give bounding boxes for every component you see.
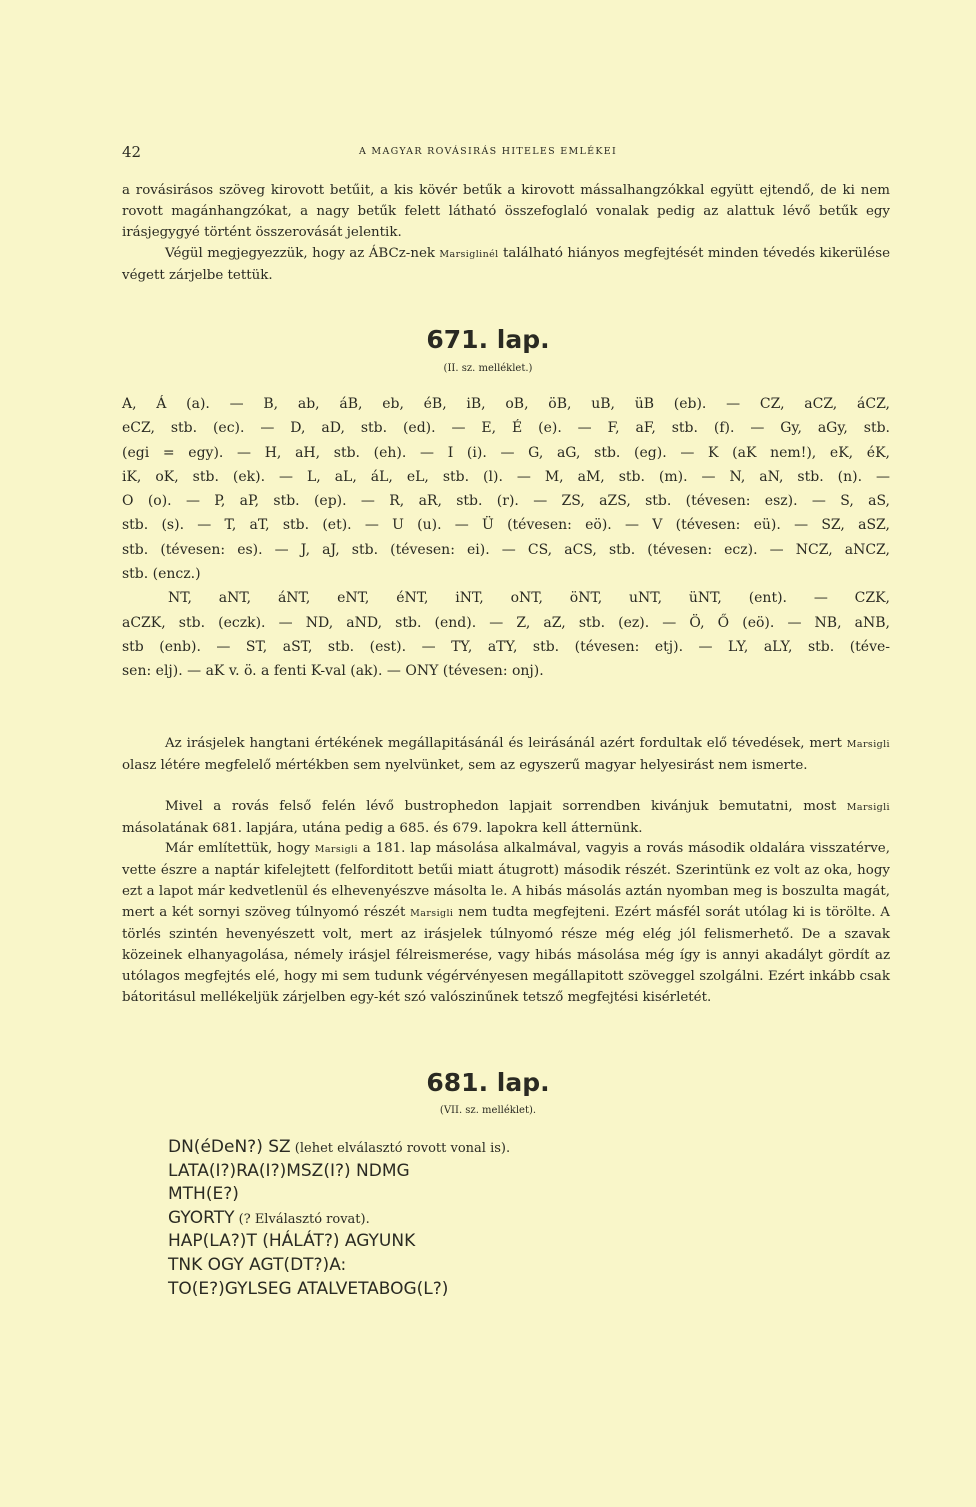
running-title: A MAGYAR ROVÁSIRÁS HITELES EMLÉKEI: [358, 146, 618, 157]
transliteration-681: [168, 1136, 510, 1301]
transliteration-note: (lehet elválasztó rovott vonal is).: [290, 1141, 511, 1156]
intro-paragraph: [122, 180, 890, 243]
body-paragraph: Már említettük, hogy Marsigli a 181. lap másolása alkalmával, vagyis a rovás második oldalára visszatérve, vette észre a naptár kifelejtett (felforditott betűi miatt átugrott) második részét. Szerintünk ez volt az oka, hogy ezt a lapot már kedvetlenül és elhevenyészve másolta le. A hibás másolás aztán nyomban meg is boszulta magát, mert a két sornyi szöveg túlnyomó részét Marsigli nem tudta megfejteni. Ezért másfél sorát utólag ki is törölte. A törlés szintén hevenyészett volt, mert az irásjelek túlnyomó része még elég jól felismerhető. De a szavak közeinek elhanyagolása, némely irásjel félreismerése, vagy hibás másolása még így is annyi akadályt gördít az utólagos megfejtés elé, hogy mi sem tudunk végérvényesen megállapitott szöveggel szolgálni. Ezért inkább csak bátoritásul mellékeljük zárjelben egy-két szó valószinűnek tetsző megfejtési kisérletét.: [122, 841, 890, 1005]
body-paragraph: Az irásjelek hangtani értékének megállapitásánál és leirásánál azért fordultak elő tévedések, mert Marsigli olasz létére megfelelő mértékben sem nyelvünket, sem az egyszerű magyar helyesirást nem ismerte.: [122, 736, 890, 773]
transliteration-line: LATA(I?)RA(I?)MSZ(I?) NDMG: [168, 1160, 410, 1181]
transliteration-line: DN(éDeN?) SZ (lehet elválasztó rovott vonal is).: [168, 1137, 511, 1157]
transliteration-line: GYORTY (? Elválasztó rovat).: [168, 1207, 370, 1228]
intro-paragraph-2: Végül megjegyezzük, hogy az ÁBCz-nek Marsiglinél található hiányos megfejtését minden tévedés kikerülése végett zárjelbe tettük.: [122, 246, 891, 283]
glossary-line: stb. (tévesen: es). — J, aJ, stb. (tévesen: ei). — CS, aCS, stb. (tévesen: ecz). — NCZ, aNCZ,: [122, 541, 890, 558]
page-number: 42: [122, 143, 142, 161]
page-header: [122, 143, 854, 163]
transliteration-line: MTH(E?): [168, 1184, 239, 1205]
glossary-line: O (o). — P, aP, stb. (ep). — R, aR, stb. (r). — ZS, aZS, stb. (tévesen: esz). — S, aS,: [122, 493, 890, 510]
author-name: Marsigli: [410, 908, 454, 919]
author-name: Marsiglinél: [439, 249, 499, 260]
glossary-line: stb. (s). — T, aT, stb. (et). — U (u). — Ü (tévesen: eö). — V (tévesen: eü). — SZ, aSZ,: [122, 517, 890, 534]
glossary-line: aCZK, stb. (eczk). — ND, aND, stb. (end). — Z, aZ, stb. (ez). — Ö, Ő (eö). — NB, aNB,: [122, 614, 890, 631]
transliteration-line: HAP(LA?)T (HÁLÁT?) AGYUNK: [168, 1231, 416, 1252]
author-name: Marsigli: [314, 844, 358, 855]
glossary-line: NT, aNT, áNT, eNT, éNT, iNT, oNT, öNT, uNT, üNT, (ent). — CZK,: [168, 590, 890, 607]
glossary-line: (egi = egy). — H, aH, stb. (eh). — I (i). — G, aG, stb. (eg). — K (aK nem!), eK, éK,: [122, 444, 890, 461]
glossary-line: A, Á (a). — B, ab, áB, eb, éB, iB, oB, öB, uB, üB (eb). — CZ, aCZ, áCZ,: [122, 396, 890, 412]
glossary-line: sen: elj). — aK v. ö. a fenti K-val (ak). — ONY (tévesen: onj).: [122, 663, 544, 680]
glossary-line: stb. (encz.): [122, 566, 201, 583]
section-subtitle: (II. sz. melléklet.): [443, 363, 533, 374]
glossary-line: stb (enb). — ST, aST, stb. (est). — TY, aTY, stb. (tévesen: etj). — LY, aLY, stb. (téve-: [122, 638, 890, 655]
section-title: 681. lap.: [426, 1068, 550, 1097]
section-heading-681: [0, 1068, 976, 1116]
section-subtitle: (VII. sz. melléklet).: [439, 1105, 537, 1116]
transliteration-line: TO(E?)GYLSEG ATALVETABOG(L?): [168, 1278, 449, 1299]
intro-paragraph-text: a rovásirásos szöveg kirovott betűit, a kis kövér betűk a kirovott mássalhangzókkal együtt ejtendő, de ki nem rovott magánhangzókat, a nagy betűk felett látható összefoglaló vonalak pedig az alattuk lévő betűk egy irásjegygyé történt összerovását jelentik.: [122, 183, 890, 240]
glossary-671: [122, 392, 890, 684]
body-paragraph: Mivel a rovás felső felén lévő bustrophedon lapjait sorrendben kivánjuk bemutatni, most Marsigli másolatának 681. lapjára, utána pedig a 685. és 679. lapokra kell átternünk.: [122, 799, 890, 836]
section-heading-671: [0, 325, 976, 374]
glossary-line: eCZ, stb. (ec). — D, aD, stb. (ed). — E, É (e). — F, aF, stb. (f). — Gy, aGy, stb.: [122, 420, 890, 437]
author-name: Marsigli: [846, 739, 890, 750]
glossary-line: iK, oK, stb. (ek). — L, aL, áL, eL, stb. (l). — M, aM, stb. (m). — N, aN, stb. (n). —: [122, 468, 890, 485]
transliteration-line: TNK OGY AGT(DT?)A:: [168, 1254, 347, 1275]
transliteration-note: (? Elválasztó rovat).: [234, 1211, 370, 1227]
section-title: 671. lap.: [426, 325, 550, 354]
author-name: Marsigli: [846, 802, 890, 813]
